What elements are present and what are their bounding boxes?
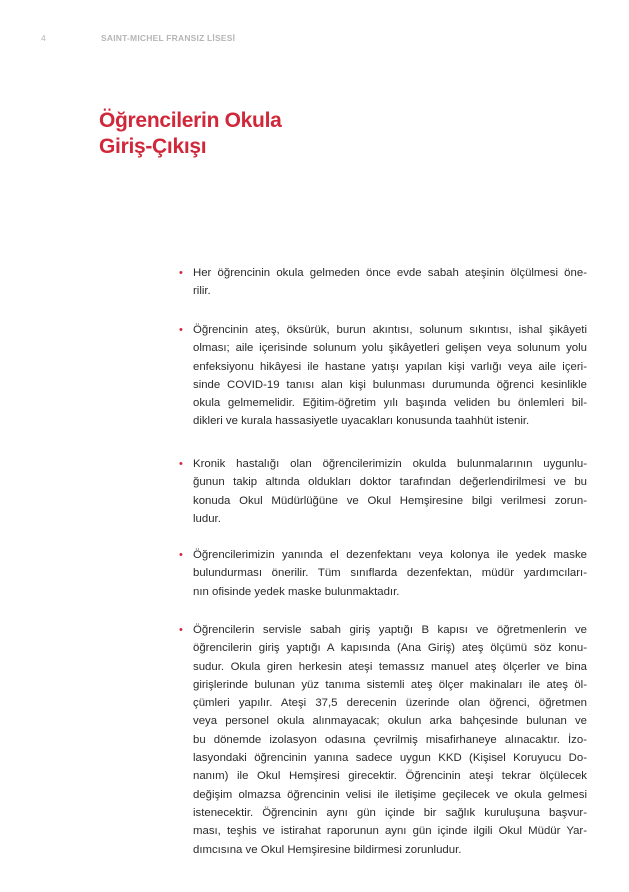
running-title: SAINT-MICHEL FRANSIZ LİSESİ [101,33,236,43]
text-line: Öğrencinin ateş, öksürük, burun akıntısı, solunum sıkıntısı, ishal şikâyeti [193,324,587,336]
text-line: konuda Okul Müdürlüğüne ve Okul Hemşiresine bilgi verilmesi zorun- [193,494,587,507]
bullet-item-entrance-temperature-check [179,621,587,859]
text-line: Kronik hastalığı olan öğrencilerimizin okulda bulunmalarının uygunlu- [193,458,587,470]
page-header [0,33,629,47]
page-number: 4 [41,33,46,43]
bullet-icon: • [179,549,183,561]
bullet-item-chronic-illness [179,455,587,528]
bullet-icon: • [179,458,183,470]
text-line: dımcısına ve Okul Hemşiresine bildirmesi zorunludur. [193,843,462,856]
bullet-icon: • [179,324,183,336]
text-line: Öğrencilerin servisle sabah giriş yaptığı B kapısı ve öğretmenlerin ve [193,624,587,636]
bullet-item-symptoms [179,321,587,431]
bullet-icon: • [179,624,183,636]
text-line: öğrencilerin giriş yaptığı A kapısında (Ana Giriş) ateş ölçümü söz konu- [193,642,587,655]
section-title-line-1: Öğrencilerin Okula [99,109,282,132]
text-line: istenecektir. Öğrencinin aynı gün içinde bir sağlık kuruluşuna başvur- [193,806,587,819]
text-line: ğunun takip altında oldukları doktor tarafından değerlendirilmesi ve bu [193,476,587,489]
text-line: sudur. Okula giren herkesin ateşi temassız manuel ateş ölçerler ve bina [193,660,587,673]
text-line: bu dönemde izolasyon odasına çevrilmiş misafirhaneye alınacaktır. İzo- [193,733,587,746]
text-line: okula gelmemelidir. Eğitim-öğretim yılı başında veliden bu önlemleri bil- [193,397,587,410]
text-line: sinde COVID-19 tanısı alan kişi bulunması durumunda öğrenci kesinlikle [193,378,587,391]
text-line: olması; aile içerisinde solunum yolu şikâyetleri gelişen veya solunum yolu [193,342,587,355]
text-line: değişim olmazsa öğrencinin velisi ile iletişime geçilecek ve okula gelmesi [193,788,587,801]
text-line: çümleri yapılır. Ateşi 37,5 derecenin üzerinde olan öğrenci, öğretmen [193,697,587,710]
bullet-icon: • [179,267,183,279]
text-line: enfeksiyonu hikâyesi ile hastane yatışı yapılan kişi varlığı veya aile içeri- [193,360,587,373]
text-line: lasyondaki öğrencinin yanına sadece uygun KKD (Kişisel Koruyucu Do- [193,752,587,765]
text-line: nanım) ile Okul Hemşiresi girecektir. Öğrencinin ateşi tekrar ölçülecek [193,770,587,783]
text-line: bulundurması önerilir. Tüm sınıflarda dezenfektan, müdür yardımcıları- [193,567,587,580]
section-title-line-2: Giriş-Çıkışı [99,135,207,158]
text-line: veya personel okula alınmayacak; okulun arka bahçesinde bulunan ve [193,715,587,728]
text-line: dikleri ve kurala hassasiyetle uyacakları konusunda taahhüt istenir. [193,415,530,428]
bullet-item-disinfectant-mask [179,546,587,601]
text-line: ludur. [193,512,221,525]
text-line: ması, teşhis ve istirahat raporunun aynı gün içinde ilgili Okul Müdür Yar- [193,825,587,838]
text-line: girişlerinde bulunan yüz tanıma sistemli ateş ölçer makinaları ile ateş öl- [193,678,587,691]
bullet-item-morning-temperature [179,264,587,301]
text-line: Öğrencilerimizin yanında el dezenfektanı veya kolonya ile yedek maske [193,549,587,561]
text-line: Her öğrencinin okula gelmeden önce evde sabah ateşinin ölçülmesi öne- [193,267,587,279]
section-title [99,108,282,160]
text-line: rilir. [193,285,211,298]
text-line: nın ofisinde yedek maske bulunmaktadır. [193,585,400,598]
